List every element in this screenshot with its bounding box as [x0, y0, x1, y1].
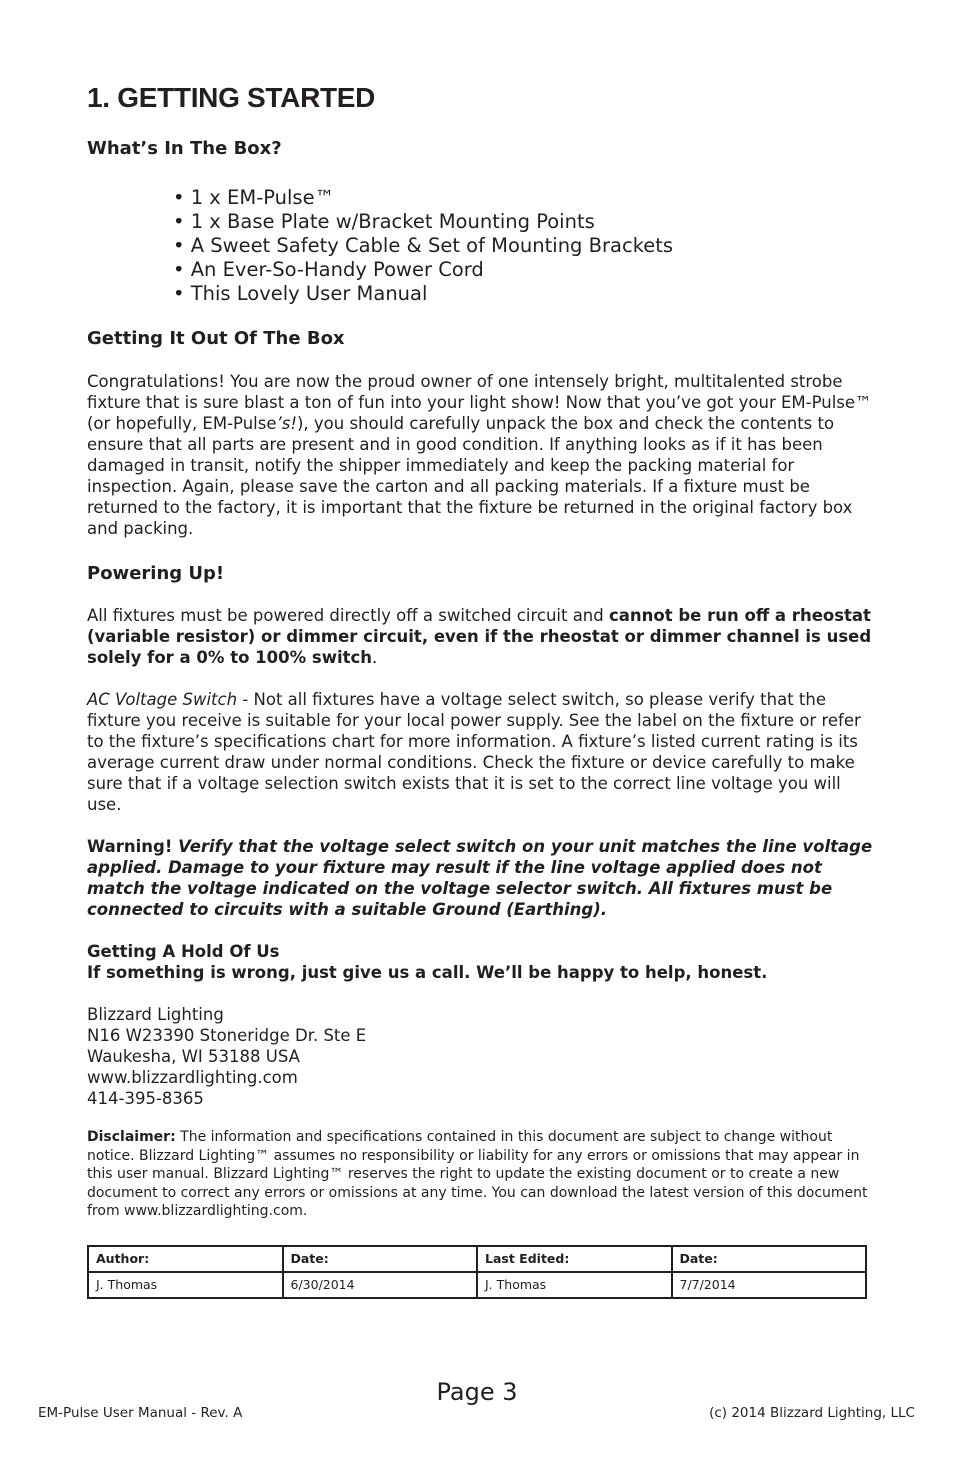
power-text-bold: cannot be run off a rheostat (variable resistor) or dimmer circuit, even if the rheostat or dimmer channel is used solely for a 0% to 100% switch: [87, 606, 872, 667]
unbox-heading: Getting It Out Of The Box: [87, 328, 345, 349]
list-item: • 1 x Base Plate w/Bracket Mounting Points: [173, 210, 877, 234]
box-heading: What’s In The Box?: [87, 138, 282, 159]
website-link[interactable]: www.blizzardlighting.com: [87, 1068, 298, 1087]
table-header-cell: Author:: [88, 1246, 283, 1272]
disclaimer: [87, 1128, 877, 1221]
disclaimer-label: Disclaimer:: [87, 1129, 176, 1145]
voltage-text: - Not all fixtures have a voltage select switch, so please verify that the fixture you receive is suitable for your local power supply. See the label on the fixture or refer to the fixture’s specifications chart for more information. A fixture’s listed current rating is its average current draw under normal conditions. Check the fixture or device carefully to make sure that if a voltage selection switch exists that it is set to the correct line voltage you will use.: [87, 690, 861, 814]
footer-manual-title: EM-Pulse User Manual - Rev. A: [38, 1405, 243, 1421]
table-cell: 7/7/2014: [672, 1272, 867, 1298]
list-item: • A Sweet Safety Cable & Set of Mounting Brackets: [173, 234, 877, 258]
table-row: [88, 1272, 866, 1298]
list-item: • An Ever-So-Handy Power Cord: [173, 258, 877, 282]
voltage-label: AC Voltage Switch: [87, 690, 238, 709]
city-state: Waukesha, WI 53188 USA: [87, 1047, 300, 1066]
company-name: Blizzard Lighting: [87, 1005, 224, 1024]
table-header-cell: Date:: [283, 1246, 478, 1272]
phone-number: 414-395-8365: [87, 1089, 204, 1108]
page-title: 1. GETTING STARTED: [87, 82, 376, 113]
power-heading: Powering Up!: [87, 563, 225, 584]
list-item: • This Lovely User Manual: [173, 282, 877, 306]
list-item: • 1 x EM-Pulse™: [173, 186, 877, 210]
unbox-text-italic: ’s!: [276, 414, 297, 433]
table-cell: J. Thomas: [477, 1272, 672, 1298]
voltage-paragraph: [87, 689, 877, 815]
unbox-paragraph: [87, 371, 877, 539]
unbox-text-b: ), you should carefully unpack the box and check the contents to ensure that all parts are present and in good condition. If anything looks as if it has been damaged in transit, notify the shipper immediately and keep the packing material for inspection. Again, please save the carton and all packing materials. If a fixture must be returned to the factory, it is important that the fixture be returned in the original factory box and packing.: [87, 414, 853, 538]
page-number: Page 3: [436, 1378, 518, 1406]
table-header-cell: Date:: [672, 1246, 867, 1272]
box-contents-list: [87, 186, 877, 306]
contact-subheading: If something is wrong, just give us a call. We’ll be happy to help, honest.: [87, 963, 768, 982]
table-cell: 6/30/2014: [283, 1272, 478, 1298]
table-header-row: [88, 1246, 866, 1272]
power-paragraph: [87, 605, 877, 668]
disclaimer-text: The information and specifications contained in this document are subject to change without notice. Blizzard Lighting™ assumes no responsibility or liability for any errors or omissions that may appear in this user manual. Blizzard Lighting™ reserves the right to update the existing document or to create a new document to correct any errors or omissions at any time. You can download the latest version of this document from www.blizzardlighting.com.: [87, 1129, 868, 1219]
unbox-text-a: Congratulations! You are now the proud owner of one intensely bright, multitalented strobe fixture that is sure blast a ton of fun into your light show! Now that you’ve got your EM-Pulse™ (or hopefully, EM-Pulse: [87, 372, 872, 433]
contact-address: [87, 1004, 877, 1109]
table-header-cell: Last Edited:: [477, 1246, 672, 1272]
document-info-table: [87, 1245, 867, 1299]
footer-copyright: (c) 2014 Blizzard Lighting, LLC: [709, 1405, 915, 1421]
power-text-end: .: [372, 648, 378, 667]
page-content: [87, 80, 877, 1299]
table-cell: J. Thomas: [88, 1272, 283, 1298]
street-address: N16 W23390 Stoneridge Dr. Ste E: [87, 1026, 367, 1045]
warning-paragraph: [87, 836, 877, 920]
contact-heading: Getting A Hold Of Us: [87, 942, 280, 961]
warning-label: Warning!: [87, 837, 179, 856]
warning-text: Verify that the voltage select switch on your unit matches the line voltage applied. Damage to your fixture may result if the line voltage applied does not match the voltage indicated on the voltage selector switch. All fixtures must be connected to circuits with a suitable Ground (Earthing).: [87, 837, 873, 919]
power-text: All fixtures must be powered directly off a switched circuit and: [87, 606, 609, 625]
